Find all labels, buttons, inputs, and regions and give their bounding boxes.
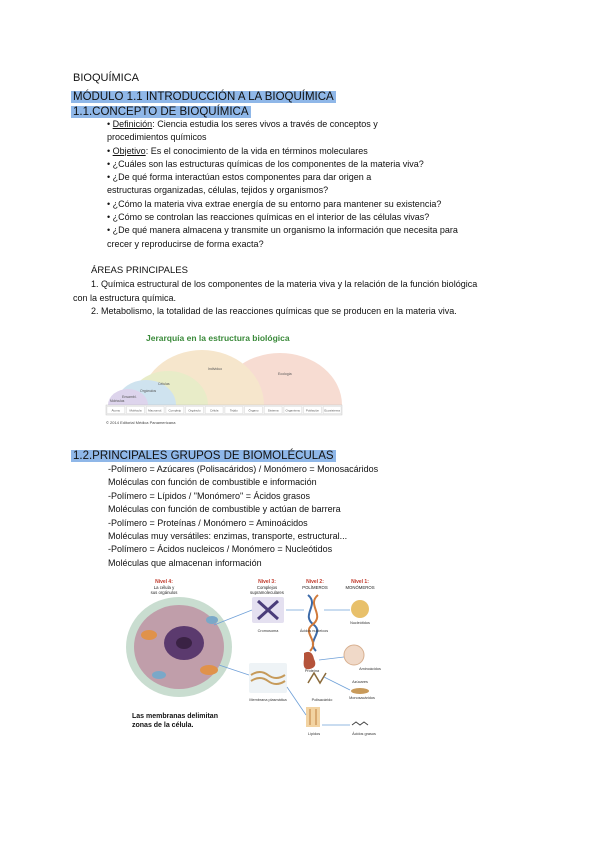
hierarchy-cell-label: Molécula: [129, 408, 142, 413]
hierarchy-cell-label: Organismo: [285, 408, 301, 413]
organelle: [206, 616, 218, 624]
figure-label: Ácidos nucleicos: [299, 629, 329, 633]
group-line: -Polímero = Azúcares (Polisacáridos) / Monómero = Monosacáridos: [108, 464, 379, 474]
level2-sub: POLÍMEROS: [302, 585, 328, 590]
level4-title: Nivel 4:: [155, 579, 173, 585]
biomolecule-groups: [108, 463, 378, 570]
group-line: -Polímero = Lípidos / "Monómero" = Ácidos grasos: [108, 490, 310, 501]
question-item: • ¿De qué forma interactúan estos componentes para dar origen a: [107, 172, 372, 183]
definition-label: Definición: [112, 119, 153, 129]
level2-title: Nivel 2:: [306, 579, 324, 585]
group-line: Moléculas que almacenan información: [108, 557, 262, 568]
objective-label: Objetivo: [112, 145, 146, 156]
figure-label: Nucleótidos: [350, 621, 370, 625]
protein-icon: [304, 652, 316, 669]
hierarchy-cell-label: Tejido: [229, 408, 238, 413]
groups-heading-text: 1.2.PRINCIPALES GRUPOS DE BIOMOLÉCULAS: [73, 450, 334, 462]
question-item: • ¿Cuáles son las estructuras químicas de los componentes de la materia viva?: [107, 158, 424, 169]
fatty-acid-icon: [352, 722, 368, 725]
level1-sub: MONÓMEROS: [345, 585, 375, 590]
level3-title: Nivel 3:: [258, 579, 276, 585]
question-item-continued: crecer y reproducirse de forma exacta?: [107, 238, 264, 249]
amino-acid-icon: [344, 645, 364, 665]
hierarchy-figure: [100, 325, 350, 433]
areas-list: [73, 278, 477, 319]
hierarchy-cell-label: Célula: [209, 408, 219, 413]
figure-label: Proteína: [304, 669, 320, 673]
cell-levels-figure: [124, 575, 394, 747]
level4-sub: La célula y: [153, 585, 175, 590]
level3-sub: Complejos: [256, 585, 278, 590]
question-item: • ¿Cómo la materia viva extrae energía de su entorno para mantener su existencia?: [107, 198, 442, 209]
group-line: Moléculas con función de combustible e información: [108, 477, 317, 488]
hierarchy-cell-label: Complejo: [168, 408, 182, 413]
mitochondrion: [141, 630, 157, 640]
question-item: • ¿De qué manera almacena y transmite un organismo la información que necesita para: [107, 225, 458, 236]
hierarchy-cell-label: Órgano: [248, 408, 259, 413]
hierarchy-figure-title: Jerarquía en la estructura biológica: [146, 333, 290, 343]
level1-title: Nivel 1:: [351, 579, 369, 585]
objective-text: : Es el conocimiento de la vida en términos moleculares: [145, 145, 368, 156]
objective-item: • Objetivo: Es el conocimiento de la vida en términos moleculares: [107, 145, 368, 156]
hierarchy-cell-label: Orgánulo: [188, 408, 201, 413]
question-item: • ¿Cómo se controlan las reacciones químicas en el interior de las células vivas?: [107, 212, 430, 223]
definition-text-continued: procedimientos químicos: [107, 132, 207, 143]
lipid-icon: [306, 707, 320, 727]
module-heading-text: MÓDULO 1.1 INTRODUCCIÓN A LA BIOQUÍMICA: [73, 91, 334, 103]
figure-label: Ácidos grasos: [352, 732, 376, 736]
question-item-continued: estructuras organizadas, células, tejidos y organismos?: [107, 185, 329, 196]
arc-label: Individuo: [208, 367, 223, 371]
area-item: 1. Química estructural de los componentes de la materia viva y la relación de la función biológica: [91, 279, 478, 289]
group-line: Moléculas muy versátiles: enzimas, transporte, estructural...: [108, 531, 348, 542]
area-item-continued: con la estructura química.: [73, 292, 177, 303]
hierarchy-cell-label: Sistema: [267, 408, 279, 413]
arc-label: Moléculas: [110, 399, 125, 403]
polysaccharide-icon: [308, 673, 326, 683]
hierarchy-cell-label: Ecosistema: [324, 408, 340, 413]
document-title: BIOQUÍMICA: [73, 72, 140, 84]
area-item: 2. Metabolismo, la totalidad de las reacciones químicas que se producen en la materia viva.: [91, 306, 457, 316]
arc-label: Orgánulos: [140, 389, 157, 393]
nucleotide-icon: [351, 600, 369, 618]
level4-sub: sus orgánulos: [150, 590, 178, 595]
figure-label: Cromosoma: [257, 629, 279, 633]
figure-label: Membrana plasmática: [249, 698, 287, 702]
definition-text: : Ciencia estudia los seres vivos a través de conceptos y: [152, 119, 378, 129]
monosaccharide-icon: [351, 688, 369, 694]
hierarchy-cell-label: Macromol.: [148, 408, 163, 413]
figure-label: Lípidos: [307, 732, 321, 736]
definition-item: • Definición: Ciencia estudia los seres vivos a través de conceptos y: [107, 119, 378, 129]
figure-label: Polisacárido: [311, 698, 333, 702]
arc-label: Células: [158, 382, 170, 386]
organelle: [152, 671, 166, 679]
group-line: Moléculas con función de combustible y actúan de barrera: [108, 504, 341, 515]
figure-caption: zonas de la célula.: [132, 722, 194, 729]
mitochondrion: [200, 665, 218, 675]
figure-label: Azúcares: [352, 680, 368, 684]
hierarchy-cell-label: Átomo: [111, 408, 121, 413]
groups-heading: [71, 446, 336, 464]
figure-label: Monosacáridos: [349, 696, 375, 700]
areas-heading: ÁREAS PRINCIPALES: [91, 265, 188, 276]
hierarchy-caption: © 2014 Editorial Médica Panamericana: [106, 420, 176, 425]
figure-caption: Las membranas delimitan: [132, 713, 218, 720]
concept-list: [107, 118, 458, 251]
cell-nucleolus: [176, 637, 192, 649]
level3-sub: supramoleculares: [250, 590, 284, 595]
hierarchy-cell-label: Población: [305, 408, 320, 413]
figure-label: Aminoácidos: [359, 667, 381, 671]
arc-label: Ensambl.: [122, 395, 137, 399]
group-line: -Polímero = Proteínas / Monómero = Aminoácidos: [108, 517, 308, 528]
concept-heading-text: 1.1.CONCEPTO DE BIOQUÍMICA: [73, 106, 249, 118]
arc-label: Ecología: [278, 372, 292, 376]
group-line: -Polímero = Ácidos nucleicos / Monómero = Nucleótidos: [108, 544, 333, 555]
